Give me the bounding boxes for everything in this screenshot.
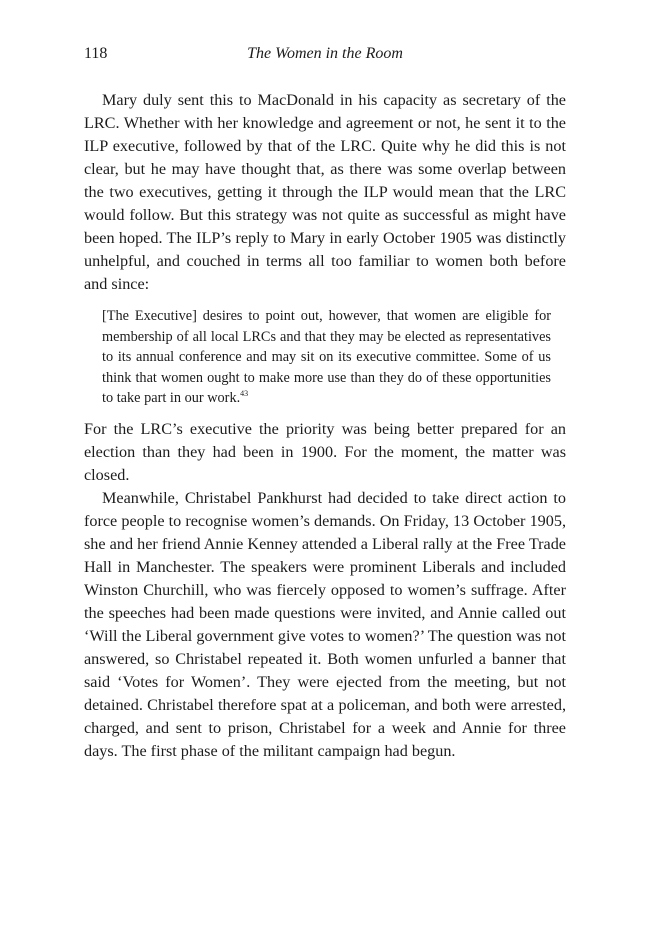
footnote-marker: 43 bbox=[240, 389, 249, 399]
page-number: 118 bbox=[84, 45, 108, 62]
paragraph-2: For the LRC’s executive the priority was being better prepared for an election than they had been in 1900. For the moment, the matter was closed. bbox=[84, 419, 566, 484]
running-head: The Women in the Room bbox=[247, 45, 403, 62]
block-quote-text: [The Executive] desires to point out, however, that women are eligible for membership of all local LRCs and that they may be elected as representatives to its annual conference and may sit on its executive committee. Some of us think that women ought to make more use than they do of these opportunities to take part in our work. bbox=[102, 308, 551, 406]
paragraph-3: Meanwhile, Christabel Pankhurst had decided to take direct action to force people to recognise women’s demands. On Friday, 13 October 1905, she and her friend Annie Kenney attended a Liberal rally at the Free Trade Hall in Manchester. The speakers were prominent Liberals and included Winston Churchill, who was fiercely opposed to women’s suffrage. After the speeches had been made questions were invited, and Annie called out ‘Will the Liberal government give votes to women?’ The question was not answered, so Christabel repeated it. Both women unfurled a banner that said ‘Votes for Women’. They were ejected from the meeting, but not detained. Christabel therefore spat at a policeman, and both were arrested, charged, and sent to prison, Christabel for a week and Annie for three days. The first phase of the militant campaign had begun. bbox=[84, 488, 566, 760]
paragraph-1: Mary duly sent this to MacDonald in his capacity as secretary of the LRC. Whether with her knowledge and agreement or not, he sent it to the ILP executive, followed by that of the LRC. Quite why he did this is not clear, but he may have thought that, as there was some overlap between the two executives, getting it through the ILP would mean that the LRC would follow. But this strategy was not quite as successful as might have been hoped. The ILP’s reply to Mary in early October 1905 was distinctly unhelpful, and couched in terms all too familiar to women both before and since: bbox=[84, 91, 566, 293]
body-text bbox=[84, 89, 566, 763]
block-quote bbox=[102, 306, 551, 409]
